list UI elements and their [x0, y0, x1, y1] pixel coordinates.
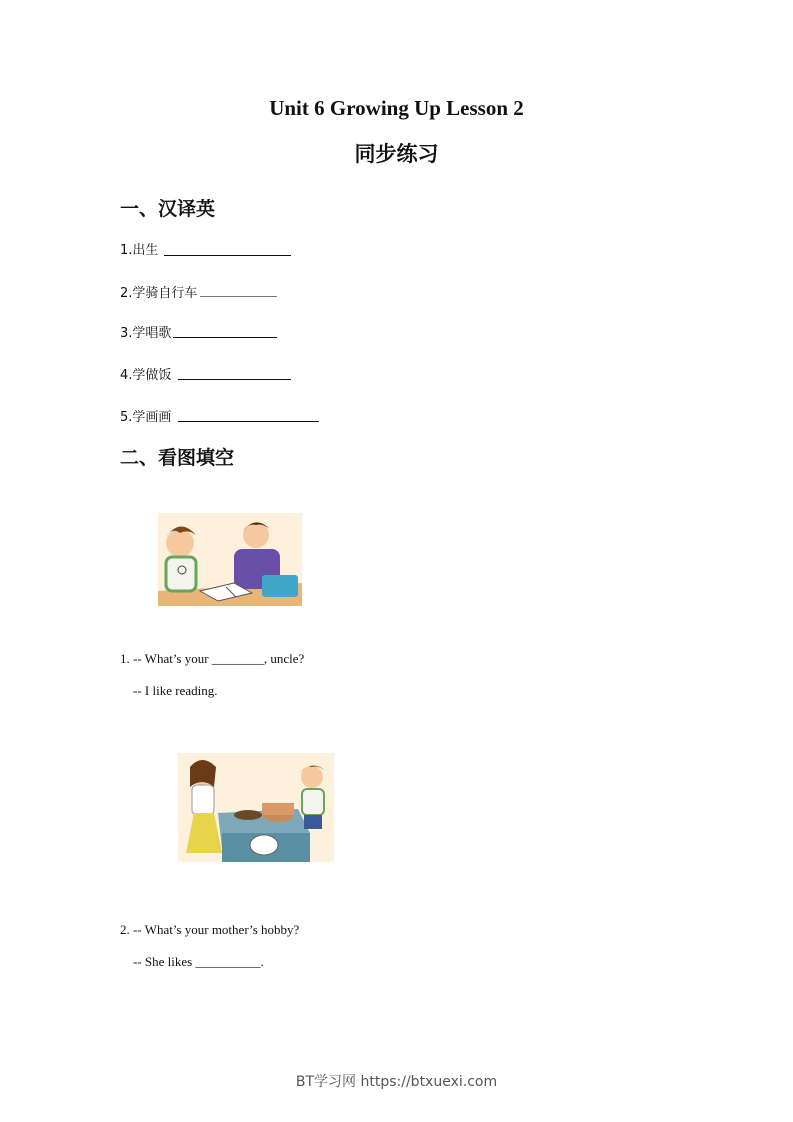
answer-blank-3[interactable]: [173, 337, 277, 338]
section-heading-picture-fill: 二、看图填空: [120, 447, 235, 469]
page-title: Unit 6 Growing Up Lesson 2: [269, 96, 524, 120]
exercise-item-4: 4.学做饭: [120, 368, 172, 383]
exercise-item-3: 3.学唱歌: [120, 326, 172, 341]
page-subtitle: 同步练习: [354, 142, 439, 166]
section-heading-translate: 一、汉译英: [120, 198, 216, 220]
picture-answer-1: -- I like reading.: [133, 683, 218, 698]
illustration-mother-cooking: [178, 753, 334, 862]
answer-blank-5[interactable]: [178, 421, 319, 422]
exercise-item-2: 2.学骑自行车: [120, 286, 198, 301]
picture-question-1: 1. -- What’s your ________, uncle?: [120, 651, 305, 666]
answer-blank-1[interactable]: [164, 255, 291, 256]
answer-blank-4[interactable]: [178, 379, 291, 380]
illustration-boy-uncle-reading: [158, 513, 302, 606]
picture-answer-2: -- She likes __________.: [133, 954, 264, 969]
exercise-item-1: 1.出生: [120, 243, 159, 258]
picture-question-2: 2. -- What’s your mother’s hobby?: [120, 922, 300, 937]
footer-watermark[interactable]: BT学习网 https://btxuexi.com: [295, 1074, 498, 1090]
exercise-item-5: 5.学画画: [120, 410, 172, 425]
answer-blank-2[interactable]: [200, 296, 277, 297]
